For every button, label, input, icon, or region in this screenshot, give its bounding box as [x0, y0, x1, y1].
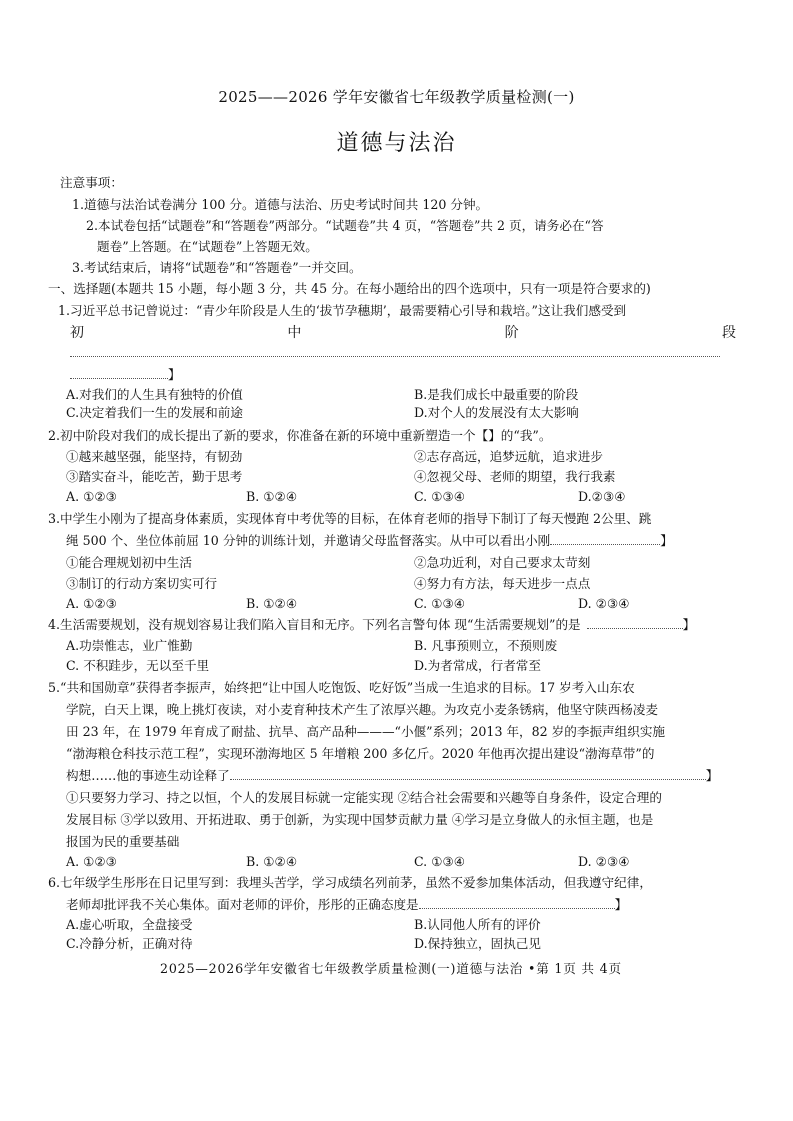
page-footer: 2025—2026学年安徽省七年级教学质量检测(一)道德与法治 •第 1页 共 4页: [160, 961, 622, 976]
q2-option-a: A. ①②③: [66, 489, 117, 504]
q6-line-2-text: 老师却批评我不关心集体。面对老师的评价，彤彤的正确态度是: [66, 897, 419, 912]
q1-dotted-line: [70, 344, 720, 362]
q4-option-c: C. 不积跬步，无以至千里: [66, 658, 210, 673]
q2-statement-1: ①越来越坚强，能坚持，有韧劲: [66, 449, 243, 464]
q4-option-a: A.功崇惟志，业广惟勤: [66, 638, 193, 653]
q3-statement-3: ③制订的行动方案切实可行: [66, 576, 218, 591]
q5-line-4: “渤海粮仓科技示范工程”，实现环渤海地区 5 年增粮 200 多亿斤。2020 年他再次提出建设“渤海草带”的: [66, 746, 655, 761]
q5-option-b: B. ①②④: [246, 854, 298, 869]
q5-bracket: 】: [705, 768, 719, 783]
q2-option-c: C. ①③④: [414, 489, 466, 504]
q6-option-c: C.冷静分析，正确对待: [66, 936, 193, 951]
q3-option-a: A. ①②③: [66, 596, 117, 611]
q6-line-1: 6.七年级学生彤彤在日记里写到：我埋头苦学，学习成绩名列前茅，虽然不爱参加集体活动，但我遵守纪律，: [48, 875, 652, 890]
q4-option-b: B. 凡事预则立，不预则废: [414, 638, 558, 653]
note-2-cont: 题卷”上答题。在“试题卷”上答题无效。: [97, 239, 318, 254]
q3-statement-4: ④努力有方法，每天进步一点点: [414, 576, 591, 591]
q1-option-d: D.对个人的发展没有太大影响: [414, 405, 579, 420]
q5-line-5: [66, 767, 718, 785]
q1-bracket: 】: [168, 367, 181, 382]
q1-option-a: A.对我们的人生具有独特的价值: [66, 387, 243, 402]
section-heading: 一、选择题(本题共 15 小题，每小题 3 分，共 45 分。在每小题给出的四个选项中，只有一项是符合要求的): [48, 281, 651, 296]
q4-bracket: 】: [682, 617, 696, 632]
q6-bracket: 】: [614, 897, 628, 912]
q5-option-c: C. ①③④: [414, 854, 466, 869]
q1-spread-line: [70, 324, 736, 342]
q6-option-a: A.虚心听取，全盘接受: [66, 917, 193, 932]
q5-line-1: 5.“共和国勋章”获得者李振声，始终把“让中国人吃饱饭、吃好饭”当成一生追求的目标。17 岁考入山东农: [48, 680, 635, 695]
q3-statement-1: ①能合理规划初中生活: [66, 555, 192, 570]
q2-option-b: B. ①②④: [246, 489, 298, 504]
q5-options-3: 报国为民的重要基础: [66, 834, 180, 849]
q3-statement-2: ②急功近利，对自己要求太苛刻: [414, 555, 591, 570]
q3-option-c: C. ①③④: [414, 596, 466, 611]
q2-stem: 2.初中阶段对我们的成长提出了新的要求，你准备在新的环境中重新塑造一个【】的“我”。: [48, 428, 552, 443]
exam-title: 2025——2026 学年安徽省七年级教学质量检测(一): [218, 88, 575, 106]
q1-option-b: B.是我们成长中最重要的阶段: [414, 387, 579, 402]
q2-statement-4: ④忽视父母、老师的期望，我行我素: [414, 469, 616, 484]
q1-option-c: C.决定着我们一生的发展和前途: [66, 405, 243, 420]
note-3: 3.考试结束后，请将“试题卷”和“答题卷”一并交回。: [72, 260, 362, 275]
q3-option-d: D. ②③④: [578, 596, 630, 611]
q6-option-d: D.保持独立，固执己见: [414, 936, 541, 951]
q1-word-2: 中: [287, 325, 302, 341]
q5-line-3: 田 23 年，在 1979 年育成了耐盐、抗旱、高产品种———“小偃”系列；2013 年，82 岁的李振声组织实施: [66, 724, 666, 739]
q3-bracket: 】: [660, 533, 673, 548]
q1-word-1: 初: [70, 325, 84, 341]
q2-statement-2: ②志存高远，追梦远航，追求进步: [414, 449, 603, 464]
q1-dotted-end: [70, 366, 181, 384]
q2-statement-3: ③踏实奋斗，能吃苦，勤于思考: [66, 469, 243, 484]
q5-option-a: A. ①②③: [66, 854, 117, 869]
q4-option-d: D.为者常成，行者常至: [414, 658, 541, 673]
q3-stem-1: 3.中学生小刚为了提高身体素质，实现体育中考优等的目标，在体育老师的指导下制订了每天慢跑 2公里、跳: [48, 511, 652, 526]
q6-option-b: B.认同他人所有的评价: [414, 917, 541, 932]
q2-option-d: D.②③④: [578, 489, 626, 504]
q1-stem: 1.习近平总书记曾说过：“青少年阶段是人生的‘拔节孕穗期’，最需要精心引导和栽培。”这让我们感受到: [58, 303, 627, 318]
q1-word-4: 段: [721, 325, 736, 341]
q4-stem-text: 4.生活需要规划，没有规划容易让我们陷入盲目和无序。下列名言警句体 现“生活需要规划”的是: [48, 617, 581, 632]
note-2: 2.本试卷包括“试题卷”和“答题卷”两部分。“试题卷”共 4 页，“答题卷”共 2 页，请务必在“答: [86, 218, 604, 233]
q5-options-1: ①只要努力学习、持之以恒，个人的发展目标就一定能实现 ②结合社会需要和兴趣等自身条件，设定合理的: [66, 790, 662, 805]
q5-options-2: 发展目标 ③学以致用、开拓进取、勇于创新，为实现中国梦贡献力量 ④学习是立身做人的永恒主题，也是: [66, 812, 654, 827]
q5-line-2: 学院，白天上课，晚上挑灯夜读，对小麦育种技术产生了浓厚兴趣。为攻克小麦条锈病，他坚守陕西杨凌麦: [66, 702, 658, 717]
q3-stem-2: [66, 532, 673, 550]
q4-stem: [48, 616, 695, 634]
note-1: 1.道德与法治试卷满分 100 分。道德与法治、历史考试时间共 120 分钟。: [72, 197, 489, 212]
q5-option-d: D. ②③④: [578, 854, 630, 869]
q5-line-5-text: 构想……他的事迹生动诠释了: [66, 768, 230, 783]
notes-heading: 注意事项：: [60, 175, 123, 190]
subject-title: 道德与法治: [336, 131, 457, 156]
q3-option-b: B. ①②④: [246, 596, 298, 611]
q3-stem-2-text: 绳 500 个、坐位体前屈 10 分钟的训练计划，并邀请父母监督落实。从中可以看出小刚: [66, 533, 551, 548]
q1-word-3: 阶: [504, 325, 519, 341]
q6-line-2: [66, 896, 627, 914]
